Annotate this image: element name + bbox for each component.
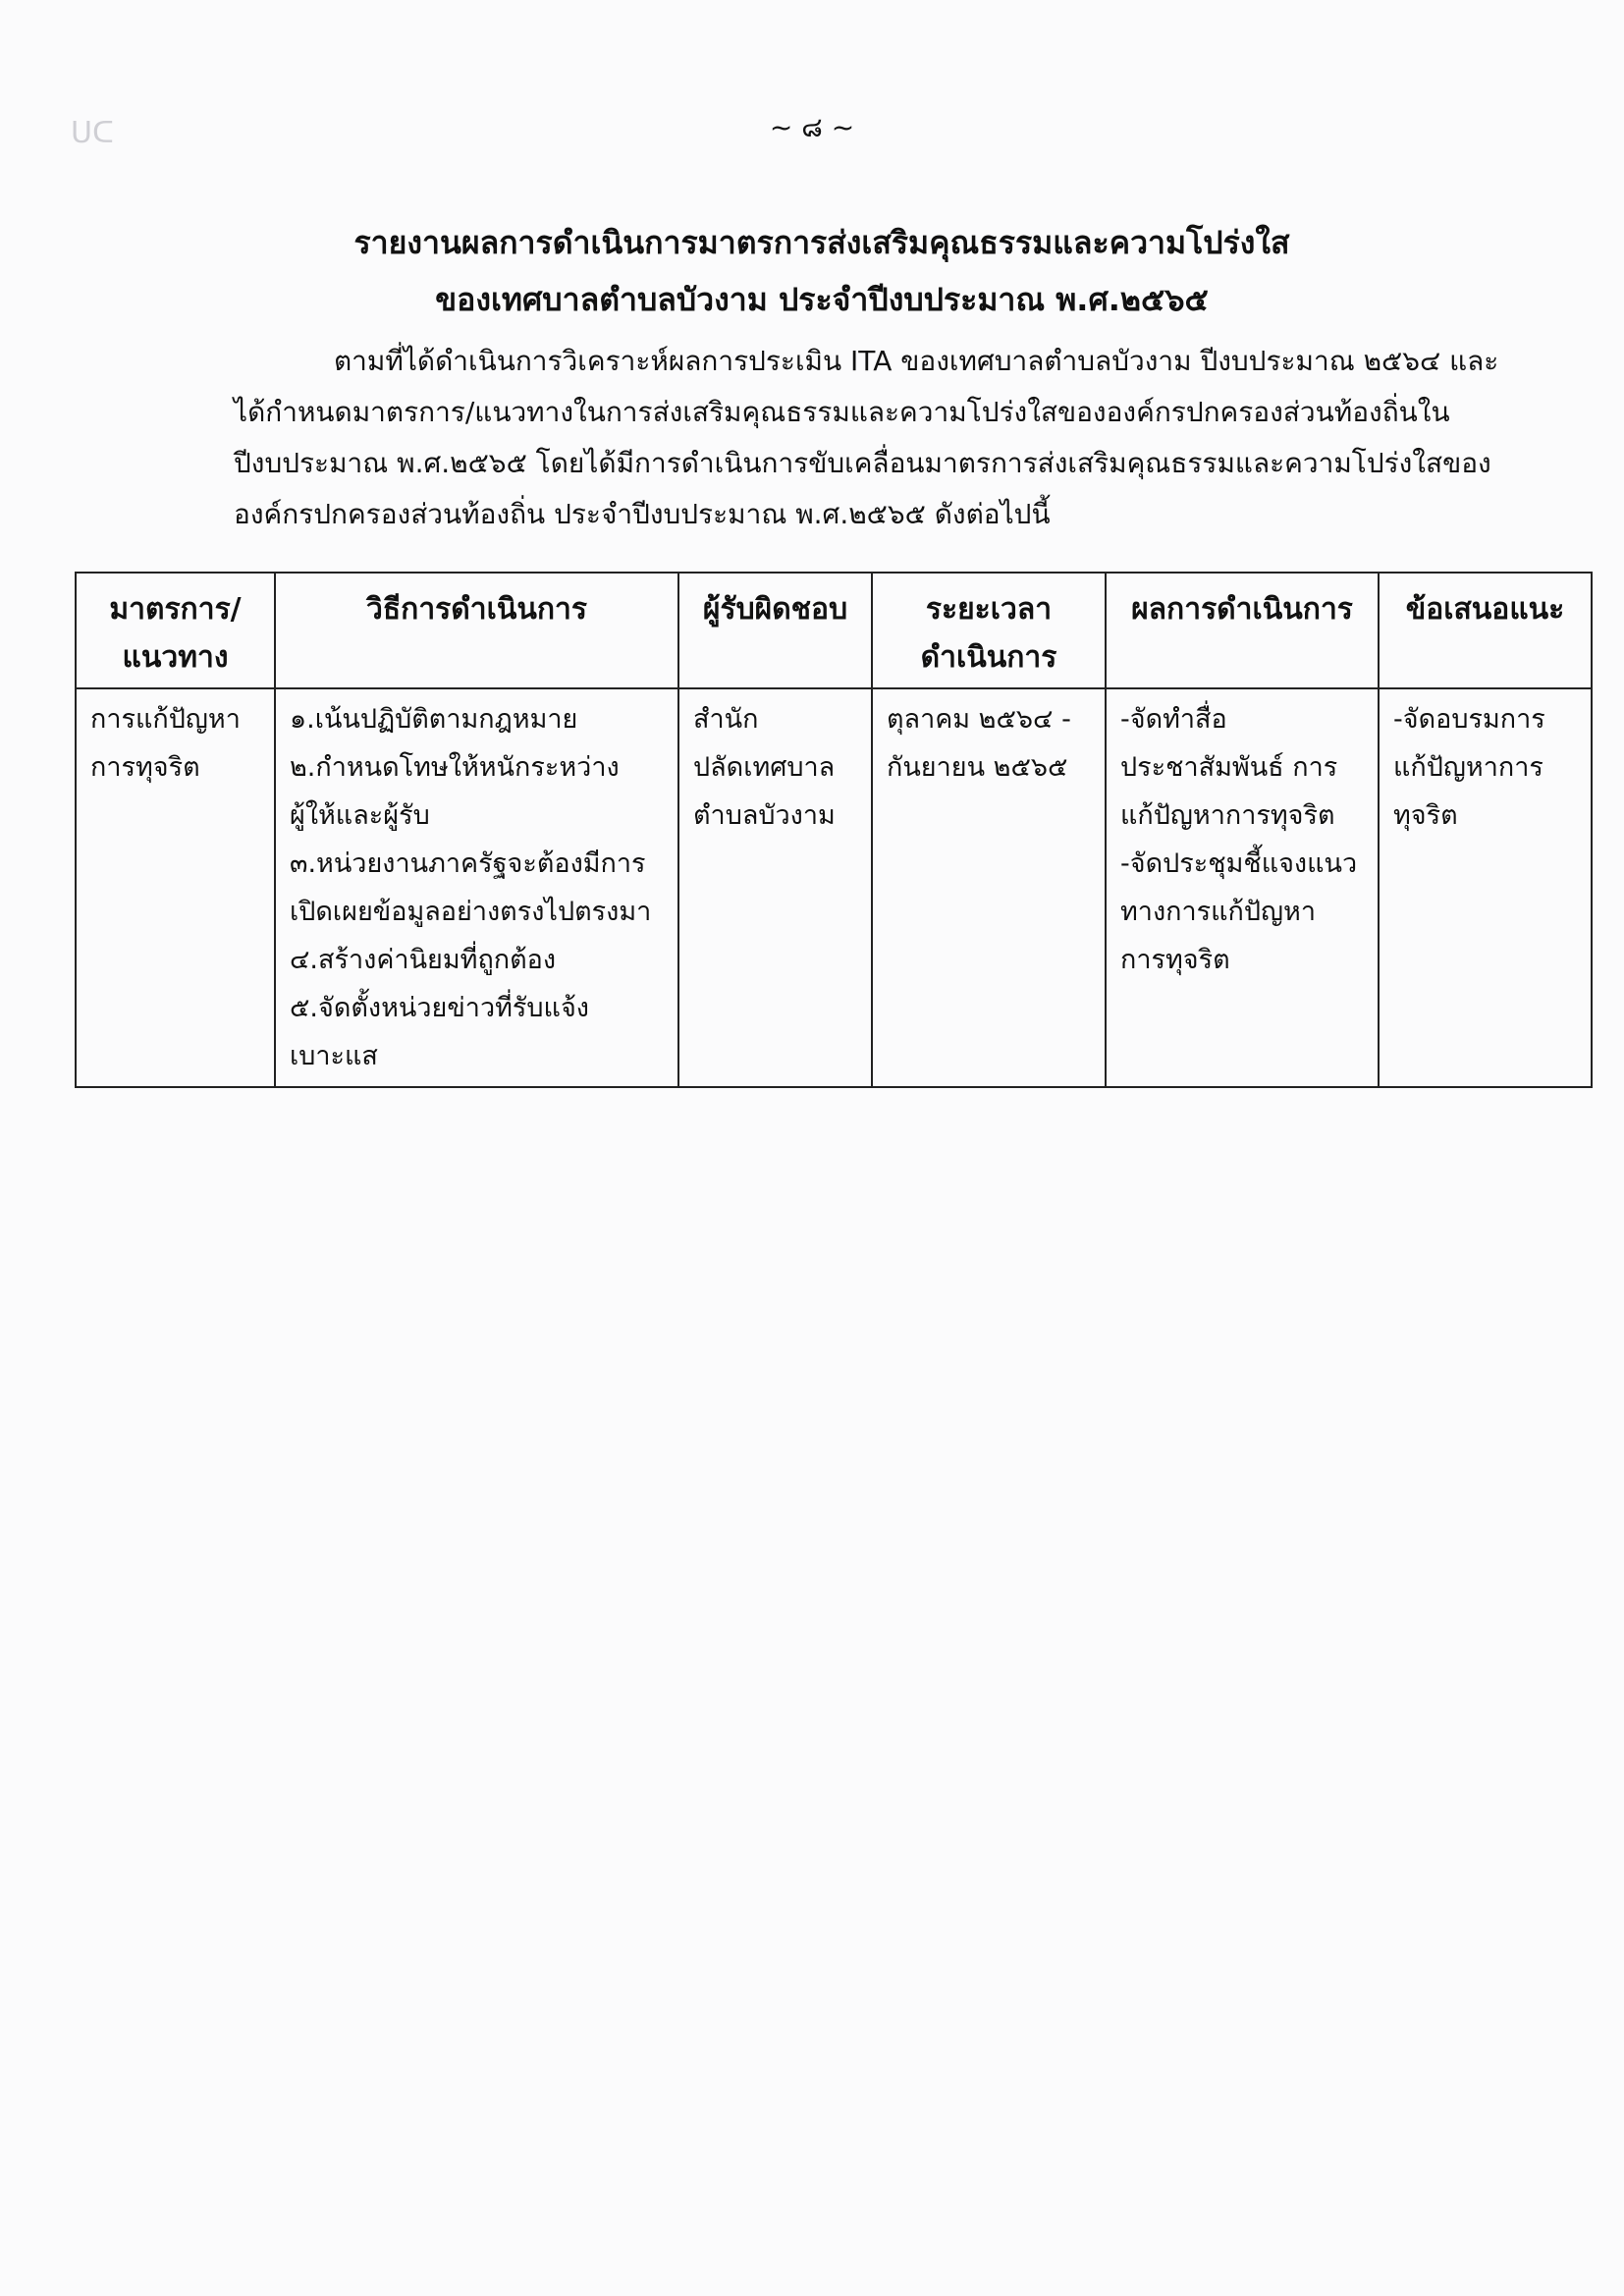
measures-table [75,572,1593,1088]
method-line: ๕.จัดตั้งหน่วยข่าวที่รับแจ้ง [290,993,589,1023]
method-line: ๔.สร้างค่านิยมที่ถูกต้อง [290,945,557,975]
method-line: ๓.หน่วยงานภาครัฐจะต้องมีการ [290,848,646,879]
cell-methods [275,688,678,1087]
header-results [1106,573,1379,688]
method-line: เปิดเผยข้อมูลอย่างตรงไปตรงมา [290,897,652,927]
result-line: การทุจริต [1120,945,1230,975]
table-row [76,688,1592,1087]
cell-measure [76,688,275,1087]
result-line: -จัดประชุมชี้แจงแนว [1120,848,1358,879]
suggestion-line: แก้ปัญหาการ [1393,752,1543,783]
header-methods-label: วิธีการดำเนินการ [366,592,587,627]
cell-results [1106,688,1379,1087]
intro-line-1: ตามที่ได้ดำเนินการวิเคราะห์ผลการประเมิน ITA ของเทศบาลตำบลบัวงาม ปีงบประมาณ ๒๕๖๔ และ [334,345,1499,377]
responsible-line: สำนัก [693,704,759,735]
cell-period [872,688,1106,1087]
result-line: ทางการแก้ปัญหา [1120,897,1317,927]
header-period [872,573,1106,688]
header-results-label: ผลการดำเนินการ [1131,592,1353,627]
method-line: ๒.กำหนดโทษให้หนักระหว่าง [290,752,620,783]
corner-scan-mark: ᑌᑕ [71,116,114,150]
report-title-line-2: ของเทศบาลตำบลบัวงาม ประจำปีงบประมาณ พ.ศ.๒๕๖๕ [435,281,1209,318]
cell-responsible [678,688,872,1087]
suggestion-line: ทุจริต [1393,800,1458,831]
result-line: -จัดทำสื่อ [1120,704,1227,735]
header-period-line: ดำเนินการ [920,640,1057,675]
measure-line: การแก้ปัญหา [90,704,241,735]
intro-line-4: องค์กรปกครองส่วนท้องถิ่น ประจำปีงบประมาณ พ.ศ.๒๕๖๕ ดังต่อไปนี้ [234,498,1051,530]
header-measure [76,573,275,688]
header-measure-line: มาตรการ/ [109,592,242,627]
page-number: ~ ๘ ~ [769,111,855,143]
method-line: ผู้ให้และผู้รับ [290,800,430,831]
suggestion-line: -จัดอบรมการ [1393,704,1545,735]
responsible-line: ปลัดเทศบาล [693,752,836,783]
intro-line-2: ได้กำหนดมาตรการ/แนวทางในการส่งเสริมคุณธรรมและความโปร่งใสขององค์กรปกครองส่วนท้องถิ่นใน [234,396,1450,428]
header-responsible-label: ผู้รับผิดชอบ [702,592,848,627]
measure-line: การทุจริต [90,752,200,783]
method-line: เบาะแส [290,1041,378,1071]
result-line: แก้ปัญหาการทุจริต [1120,800,1335,831]
table-header-row [76,573,1592,688]
header-measure-line: แนวทาง [122,640,229,675]
header-responsible [678,573,872,688]
report-title-line-1: รายงานผลการดำเนินการมาตรการส่งเสริมคุณธรรมและความโปร่งใส [353,224,1290,261]
intro-line-3: ปีงบประมาณ พ.ศ.๒๕๖๕ โดยได้มีการดำเนินการขับเคลื่อนมาตรการส่งเสริมคุณธรรมและความโปร่งใสของ [234,447,1491,479]
header-methods [275,573,678,688]
header-suggestions-label: ข้อเสนอแนะ [1405,592,1565,627]
responsible-line: ตำบลบัวงาม [693,800,836,831]
result-line: ประชาสัมพันธ์ การ [1120,752,1338,783]
period-line: กันยายน ๒๕๖๕ [887,752,1068,783]
period-line: ตุลาคม ๒๕๖๔ - [887,704,1071,735]
cell-suggestions [1379,688,1592,1087]
header-period-line: ระยะเวลา [925,592,1053,627]
header-suggestions [1379,573,1592,688]
method-line: ๑.เน้นปฏิบัติตามกฎหมาย [290,704,578,735]
